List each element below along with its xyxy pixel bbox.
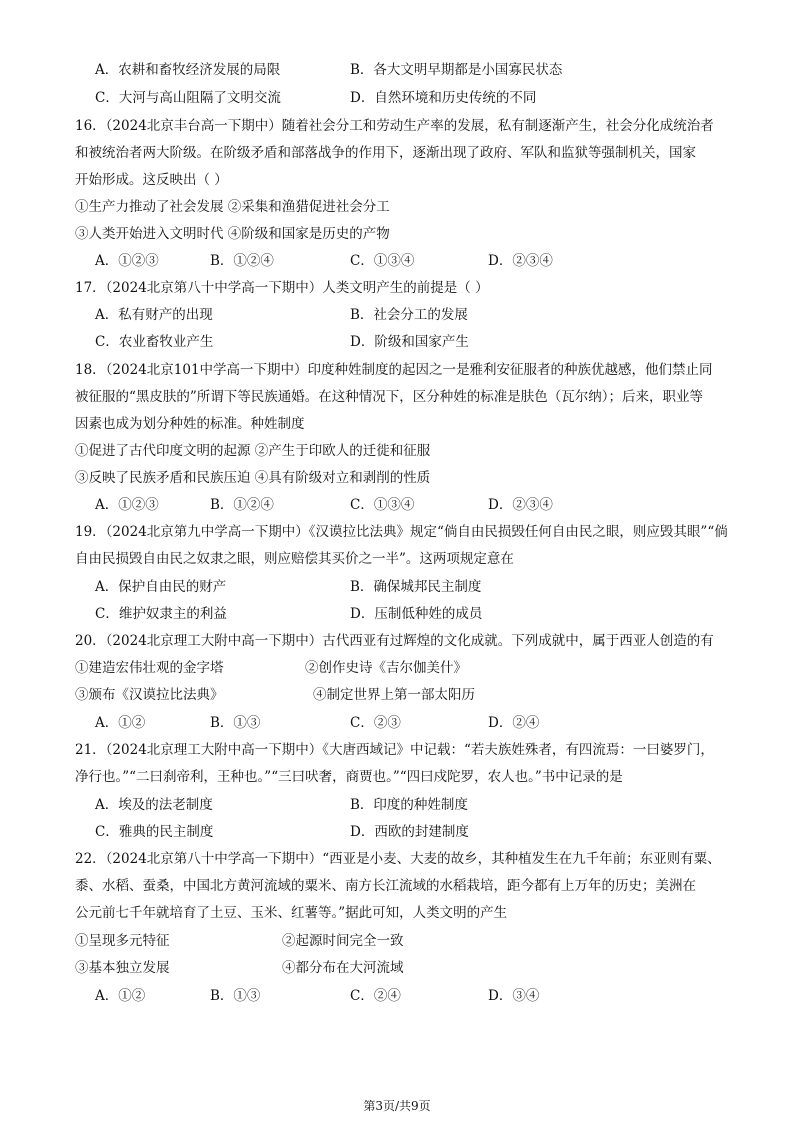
q21-option-b: B．印度的种姓制度 [350,797,468,813]
q18-option-a: A．①②③ [95,497,159,513]
q20-option-a: A．①② [95,715,146,731]
q19-option-d: D．压制低种姓的成员 [350,606,483,622]
q20-item: ③颁布《汉谟拉比法典》 [75,687,224,703]
q20-option-c: C．②③ [350,715,401,731]
q15-option-c: C．大河与高山阻隔了文明交流 [95,90,281,106]
q19-stem-line: 19．（2024北京第九中学高一下期中）《汉谟拉比法典》规定“倘自由民损毁任何自由民之眼，则应毁其眼”“倘 [75,524,728,540]
q22-item: ③基本独立发展 [75,960,170,976]
q20-option-d: D．②④ [488,715,540,731]
q16-option-b: B．①②④ [210,253,274,269]
q21-option-d: D．西欧的封建制度 [350,824,469,840]
q18-option-c: C．①③④ [350,497,415,513]
q16-stem-line: 开始形成。这反映出（ ） [75,172,228,188]
q20-item: ①建造宏伟壮观的金字塔 [75,660,224,676]
q18-stem-line: 18．（2024北京101中学高一下期中）印度种姓制度的起因之一是雅利安征服者的种族优越感，他们禁止同 [75,362,713,378]
q17-option-d: D．阶级和国家产生 [350,334,469,350]
q16-option-a: A．①②③ [95,253,159,269]
q18-option-d: D．②③④ [488,497,553,513]
q15-option-a: A．农耕和畜牧经济发展的局限 [95,62,281,78]
q19-option-c: C．维护奴隶主的利益 [95,606,227,622]
q22-item: ①呈现多元特征 [75,933,170,949]
q20-option-b: B．①③ [210,715,261,731]
q20-item: ④制定世界上第一部太阳历 [313,687,475,703]
q18-stem-line: 因素也成为划分种姓的标准。种姓制度 [75,416,305,432]
q22-option-a: A．①② [95,988,146,1004]
q18-item-line: ③反映了民族矛盾和民族压迫 ④具有阶级对立和剥削的性质 [75,470,431,486]
q21-option-c: C．雅典的民主制度 [95,824,214,840]
q17-option-c: C．农业畜牧业产生 [95,334,214,350]
q22-stem-line: 公元前七千年就培育了土豆、玉米、红薯等。”据此可知，人类文明的产生 [75,905,508,921]
q16-item-line: ①生产力推动了社会发展 ②采集和渔猎促进社会分工 [75,199,390,215]
q19-option-a: A．保护自由民的财产 [95,579,227,595]
q22-item: ④都分布在大河流域 [282,960,404,976]
q19-stem-line: 自由民损毁自由民之奴隶之眼，则应赔偿其买价之一半”。这两项规定意在 [75,551,514,567]
q20-stem-line: 20．（2024北京理工大附中高一下期中）古代西亚有过辉煌的文化成就。下列成就中，属于西亚人创造的有 [75,633,714,649]
q18-option-b: B．①②④ [210,497,274,513]
q17-stem-line: 17．（2024北京第八十中学高一下期中）人类文明产生的前提是（ ） [75,280,489,296]
q16-stem-line: 和被统治者两大阶级。在阶级矛盾和部落战争的作用下，逐渐出现了政府、军队和监狱等强制机关，国家 [75,145,696,161]
q18-item-line: ①促进了古代印度文明的起源 ②产生于印欧人的迁徙和征服 [75,443,431,459]
q18-stem-line: 被征服的“黑皮肤的”所谓下等民族通婚。在这种情况下，区分种姓的标准是肤色（瓦尔纳）；后来，职业等 [75,389,704,405]
q22-option-d: D．③④ [488,988,540,1004]
q16-item-line: ③人类开始进入文明时代 ④阶级和国家是历史的产物 [75,226,390,242]
q19-option-b: B．确保城邦民主制度 [350,579,482,595]
q22-option-c: C．②④ [350,988,401,1004]
q21-option-a: A．埃及的法老制度 [95,797,213,813]
q21-stem-line: 净行也。”“二曰刹帝利，王种也。”“三曰吠奢，商贾也。”“四曰戍陀罗，农人也。”书中记录的是 [75,769,623,785]
q22-option-b: B．①③ [210,988,261,1004]
q21-stem-line: 21．（2024北京理工大附中高一下期中）《大唐西域记》中记载：“若夫族姓殊者，有四流焉：一曰婆罗门， [75,742,714,758]
q22-item: ②起源时间完全一致 [282,933,404,949]
q17-option-a: A．私有财产的出现 [95,307,213,323]
q15-option-d: D．自然环境和历史传统的不同 [350,90,537,106]
q17-option-b: B．社会分工的发展 [350,307,468,323]
q16-stem-line: 16．（2024北京丰台高一下期中）随着社会分工和劳动生产率的发展，私有制逐渐产生，社会分化成统治者 [75,118,714,134]
q22-stem-line: 22．（2024北京第八十中学高一下期中）“西亚是小麦、大麦的故乡，其种植发生在九千年前；东亚则有粟、 [75,851,721,867]
q15-option-b: B．各大文明早期都是小国寡民状态 [350,62,563,78]
q22-stem-line: 黍、水稻、蚕桑，中国北方黄河流域的粟米、南方长江流域的水稻栽培，距今都有上万年的历史；美洲在 [75,878,696,894]
q16-option-d: D．②③④ [488,253,553,269]
q20-item: ②创作史诗《吉尔伽美什》 [305,660,467,676]
q16-option-c: C．①③④ [350,253,415,269]
page-number: 第3页/共9页 [363,1099,431,1113]
